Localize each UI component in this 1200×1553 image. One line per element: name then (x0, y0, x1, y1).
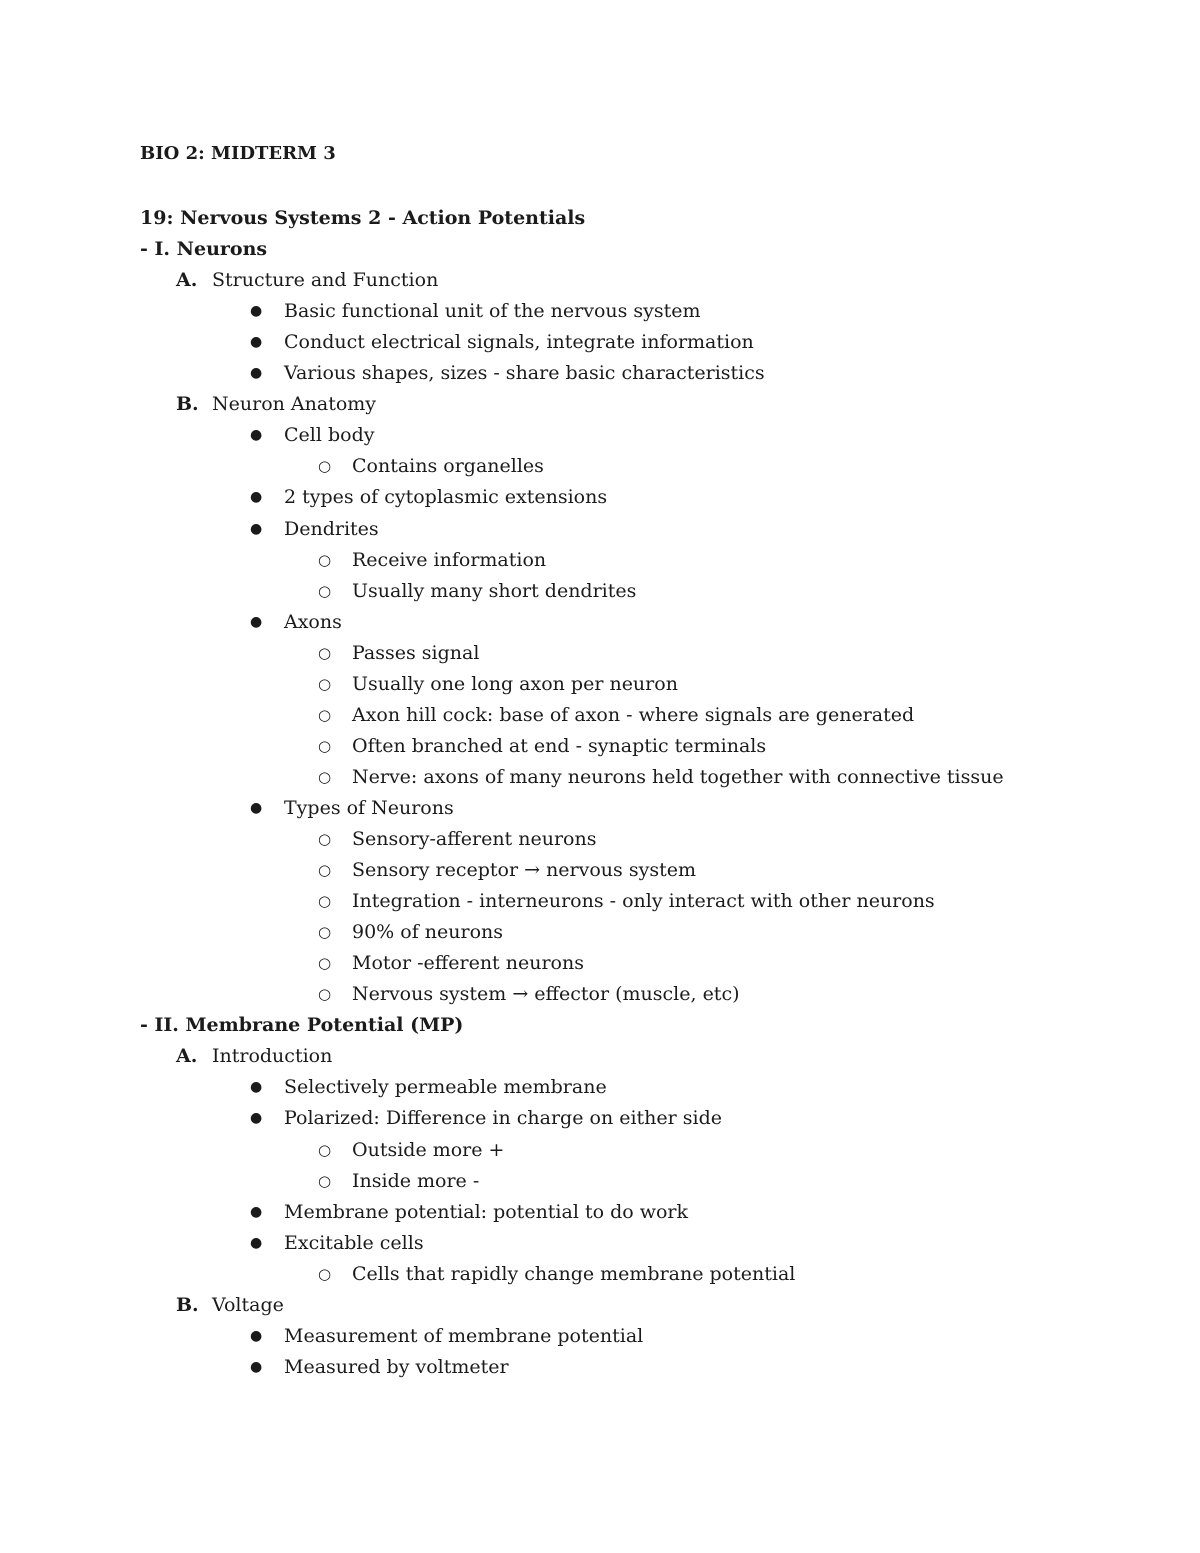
sub-bullet-item (318, 856, 696, 884)
circle-marker: ○ (318, 892, 332, 911)
sub-bullet-item (318, 763, 1004, 791)
sub-bullet-item-text: Often branched at end - synaptic terminals (352, 734, 767, 757)
sub-bullet-item-text: Contains organelles (352, 455, 544, 478)
subsection-heading (176, 1291, 284, 1319)
sub-bullet-item-text: Inside more - (352, 1169, 480, 1192)
sub-bullet-item-text: Nerve: axons of many neurons held together with connective tissue (352, 765, 1004, 788)
bullet-item (250, 359, 765, 387)
circle-marker: ○ (318, 767, 332, 786)
sub-bullet-item-text: Usually many short dendrites (352, 579, 637, 602)
bullet-item-text: Polarized: Difference in charge on either side (284, 1107, 723, 1130)
sub-bullet-item-text: Passes signal (352, 641, 480, 664)
bullet-item (250, 794, 454, 822)
bullet-item-text: Basic functional unit of the nervous system (284, 300, 701, 323)
bullet-item (250, 1229, 424, 1257)
lecture-heading (140, 204, 585, 232)
lecture-heading-text: 19: Nervous Systems 2 - Action Potentials (140, 207, 586, 229)
circle-marker: ○ (318, 1264, 332, 1283)
bullet-item-text: Measurement of membrane potential (284, 1324, 644, 1347)
bullet-marker: ● (250, 1203, 263, 1220)
bullet-item (250, 328, 754, 356)
bullet-item (250, 1322, 643, 1350)
bullet-marker: ● (250, 1358, 263, 1375)
bullet-item-text: Excitable cells (284, 1231, 424, 1254)
bullet-item (250, 515, 379, 543)
sub-bullet-item-text: Cells that rapidly change membrane potential (352, 1262, 796, 1285)
subsection-letter: B. (176, 393, 199, 416)
circle-marker: ○ (318, 705, 332, 724)
sub-bullet-item-text: Nervous system → effector (muscle, etc) (352, 983, 740, 1006)
sub-bullet-item-text: Sensory receptor → nervous system (352, 859, 696, 882)
subsection-title: Introduction (212, 1045, 333, 1068)
bullet-marker: ● (250, 1110, 263, 1127)
subsection-letter: A. (176, 269, 198, 292)
sub-bullet-item-text: Sensory-afferent neurons (352, 828, 597, 850)
section-heading-text: - I. Neurons (140, 238, 268, 261)
circle-marker: ○ (318, 830, 332, 848)
sub-bullet-item (318, 980, 740, 1008)
bullet-marker: ● (250, 1079, 263, 1096)
sub-bullet-item-text: Outside more + (352, 1138, 505, 1161)
circle-marker: ○ (318, 861, 332, 880)
bullet-marker: ● (250, 334, 263, 351)
sub-bullet-item (318, 918, 503, 946)
subsection-heading (176, 390, 376, 418)
bullet-marker: ● (250, 613, 263, 630)
sub-bullet-item (318, 577, 636, 605)
bullet-item-text: Measured by voltmeter (284, 1355, 509, 1378)
sub-bullet-item-text: Integration - interneurons - only interact with other neurons (352, 890, 935, 913)
subsection-letter: B. (176, 1293, 199, 1316)
subsection-letter: A. (176, 1045, 198, 1068)
sub-bullet-item (318, 546, 546, 574)
circle-marker: ○ (318, 550, 332, 569)
circle-marker: ○ (318, 643, 332, 662)
bullet-item-text: Types of Neurons (284, 796, 454, 819)
circle-marker: ○ (318, 923, 332, 942)
circle-marker: ○ (318, 1171, 332, 1190)
bullet-item (250, 608, 342, 636)
sub-bullet-item (318, 1167, 479, 1195)
sub-bullet-item (318, 887, 935, 915)
circle-marker: ○ (318, 954, 332, 973)
sub-bullet-item (318, 670, 678, 698)
bullet-marker: ● (250, 799, 263, 816)
subsection-title: Neuron Anatomy (212, 393, 377, 416)
bullet-item-text: Axons (284, 610, 342, 633)
bullet-item-text: Various shapes, sizes - share basic characteristics (284, 362, 765, 385)
section-heading (140, 235, 267, 263)
bullet-marker: ● (250, 303, 263, 320)
circle-marker: ○ (318, 674, 332, 693)
bullet-item-text: Selectively permeable membrane (284, 1076, 607, 1099)
sub-bullet-item (318, 1260, 795, 1288)
bullet-item (250, 1353, 509, 1381)
section-heading (140, 1011, 463, 1039)
bullet-marker: ● (250, 427, 263, 444)
sub-bullet-item-text: 90% of neurons (352, 921, 504, 944)
circle-marker: ○ (318, 985, 332, 1004)
sub-bullet-item-text: Motor -efferent neurons (352, 952, 584, 975)
sub-bullet-item (318, 825, 596, 853)
section-heading-text: - II. Membrane Potential (MP) (140, 1014, 464, 1037)
bullet-item (250, 1198, 688, 1226)
bullet-item-text: Cell body (284, 424, 375, 447)
circle-marker: ○ (318, 457, 332, 476)
bullet-marker: ● (250, 1234, 263, 1251)
subsection-heading (176, 266, 438, 294)
sub-bullet-item (318, 639, 479, 667)
sub-bullet-item (318, 701, 914, 729)
circle-marker: ○ (318, 736, 332, 755)
sub-bullet-item-text: Receive information (352, 548, 547, 571)
bullet-item (250, 1104, 722, 1132)
bullet-item (250, 297, 701, 325)
circle-marker: ○ (318, 581, 332, 600)
sub-bullet-item (318, 1136, 504, 1164)
sub-bullet-item-text: Axon hill cock: base of axon - where signals are generated (352, 703, 915, 726)
subsection-title: Structure and Function (212, 269, 439, 292)
sub-bullet-item-text: Usually one long axon per neuron (352, 672, 678, 695)
sub-bullet-item (318, 949, 584, 977)
bullet-marker: ● (250, 489, 263, 506)
bullet-marker: ● (250, 365, 263, 382)
bullet-marker: ● (250, 1327, 263, 1344)
subsection-title: Voltage (212, 1293, 284, 1316)
sub-bullet-item (318, 452, 544, 480)
bullet-item-text: Membrane potential: potential to do work (284, 1200, 689, 1223)
bullet-item-text: Dendrites (284, 517, 379, 540)
bullet-item (250, 421, 374, 449)
circle-marker: ○ (318, 1140, 332, 1159)
bullet-item-text: Conduct electrical signals, integrate information (284, 331, 754, 354)
bullet-item-text: 2 types of cytoplasmic extensions (284, 486, 608, 509)
bullet-item (250, 483, 607, 511)
bullet-item (250, 1073, 607, 1101)
sub-bullet-item (318, 732, 766, 760)
subsection-heading (176, 1042, 332, 1070)
document-title: BIO 2: MIDTERM 3 (140, 143, 336, 164)
bullet-marker: ● (250, 520, 263, 537)
